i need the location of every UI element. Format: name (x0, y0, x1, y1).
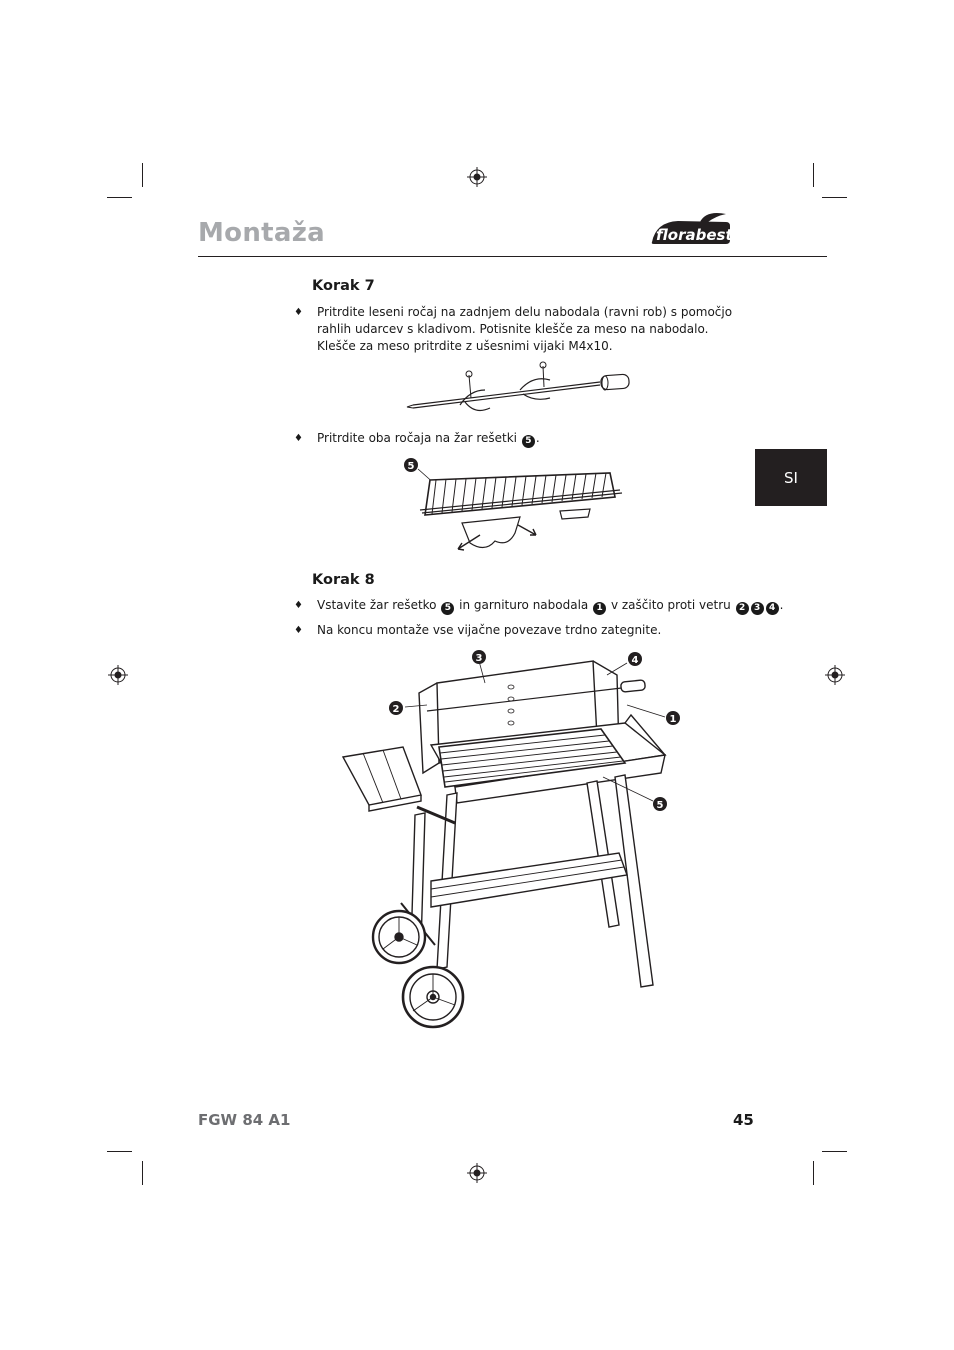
bullet-icon: ♦ (294, 625, 303, 636)
registration-mark-icon (467, 167, 487, 187)
step8-bullet-2-text: Na koncu montaže vse vijačne povezave trdno zategnite. (317, 623, 662, 637)
callout-1-label: 1 (669, 714, 677, 725)
language-tab-label: SI (784, 468, 798, 487)
header-rule (198, 256, 827, 257)
ref-badge: 5 (522, 435, 535, 448)
step8-bullet-1 (294, 597, 784, 614)
footer-model: FGW 84 A1 (198, 1111, 291, 1129)
registration-mark-icon (108, 665, 128, 685)
crop-mark (142, 1161, 143, 1185)
crop-mark (813, 1161, 814, 1185)
bullet-icon: ♦ (294, 600, 303, 611)
crop-mark (107, 1151, 132, 1152)
callout-3-label: 3 (475, 653, 483, 664)
step7-bullet-1-text: Pritrdite leseni ročaj na zadnjem delu nabodala (ravni rob) s pomočjo rahlih udarcev s kladivom. Potisnite klešče za meso na nabodalo. Klešče za meso pritrdite z ušesnimi vijaki M4x10. (317, 305, 733, 353)
callout-1 (666, 711, 680, 725)
crop-mark (142, 163, 143, 187)
punctuation: . (779, 598, 784, 612)
step8-heading: Korak 8 (312, 572, 375, 588)
step7-heading: Korak 7 (312, 278, 375, 294)
crop-mark (822, 1151, 847, 1152)
step8-bullet-1-text: v zaščito proti vetru (610, 598, 731, 612)
assembled-grill-illustration (335, 645, 680, 1035)
ref-badge: 1 (593, 602, 606, 615)
punctuation: . (535, 431, 540, 445)
crop-mark (107, 197, 132, 198)
logo-text: florabest (656, 226, 732, 244)
callout-4 (628, 652, 642, 666)
ref-badge: 4 (766, 602, 779, 615)
brand-logo (646, 212, 732, 246)
step8-bullet-1-text: in garnituro nabodala (459, 598, 589, 612)
callout-5: 5 (407, 461, 415, 472)
ref-badge: 3 (751, 602, 764, 615)
crop-mark (813, 163, 814, 187)
bullet-icon: ♦ (294, 433, 303, 444)
callout-5 (653, 797, 667, 811)
callout-2-label: 2 (392, 704, 400, 715)
language-tab (755, 449, 827, 506)
page-number: 45 (733, 1111, 754, 1129)
bullet-icon: ♦ (294, 307, 303, 318)
grill-grate-illustration (400, 455, 625, 560)
step8-bullet-2 (294, 622, 754, 639)
page-title: Montaža (198, 218, 325, 248)
callout-4-label: 4 (631, 655, 639, 666)
ref-badge: 2 (736, 602, 749, 615)
callout-2 (389, 701, 403, 715)
step7-bullet-2 (294, 430, 754, 447)
registration-mark-icon (467, 1163, 487, 1183)
spit-illustration (405, 360, 640, 415)
ref-badge: 5 (441, 602, 454, 615)
callout-3 (472, 650, 486, 664)
crop-mark (822, 197, 847, 198)
registration-mark-icon (825, 665, 845, 685)
step7-bullet-2-text: Pritrdite oba ročaja na žar rešetki (317, 431, 518, 445)
step7-bullet-1 (294, 304, 754, 356)
step8-bullet-1-text: Vstavite žar rešetko (317, 598, 437, 612)
callout-5-label: 5 (656, 800, 664, 811)
